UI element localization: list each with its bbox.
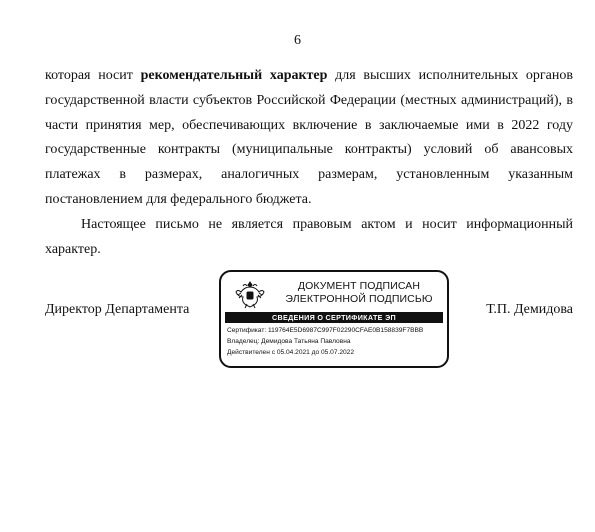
certificate-number: Сертификат: 119764E5D6987C997F02290CFAE0B158839F7BBB	[227, 327, 424, 334]
coat-of-arms-icon	[234, 278, 266, 310]
stamp-heading-line1: ДОКУМЕНТ ПОДПИСАН	[297, 280, 421, 292]
signatory-name: Т.П. Демидова	[486, 302, 573, 317]
paragraph-recommendation	[45, 64, 573, 213]
certificate-info-header: СВЕДЕНИЯ О СЕРТИФИКАТЕ ЭП	[225, 312, 443, 323]
letter-body	[45, 64, 573, 262]
certificate-validity: Действителен с 05.04.2021 до 05.07.2022	[227, 349, 355, 356]
paragraph-text-start: которая носит	[45, 68, 141, 83]
certificate-owner: Владелец: Демидова Татьяна Павловна	[227, 338, 351, 345]
paragraph-informational: Настоящее письмо не является правовым актом и носит информационный характер.	[45, 216, 573, 257]
electronic-signature-stamp	[219, 270, 449, 368]
bold-phrase: рекомендательный характер	[140, 68, 328, 83]
stamp-heading-line2: ЭЛЕКТРОННОЙ ПОДПИСЬЮ	[285, 293, 433, 305]
page-number: 6	[294, 33, 301, 48]
signatory-position: Директор Департамента	[45, 302, 190, 317]
paragraph-text-end: для высших исполнительных органов государственной власти субъектов Российской Федерации (местных администраций), в части принятия мер, обеспечивающих включение в заключаемые ими в 2022 году государственные контракты (муниципальные контракты) условий об авансовых платежах в размерах, аналогичных размерам, установленным указанным постановлением для федерального бюджета.	[45, 68, 573, 207]
stamp-heading	[273, 280, 445, 306]
